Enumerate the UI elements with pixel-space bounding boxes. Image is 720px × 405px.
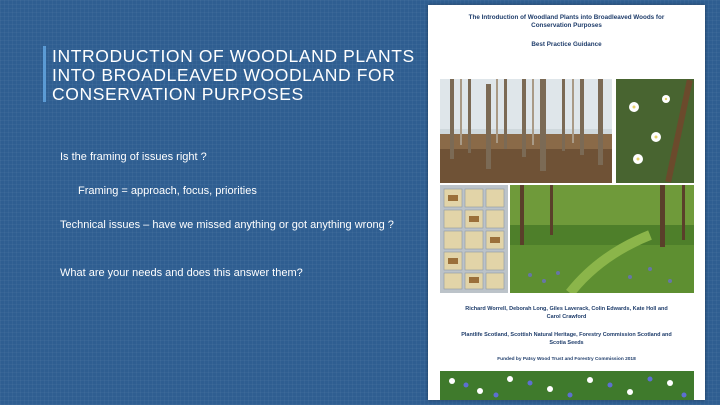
title-accent-bar bbox=[43, 46, 46, 102]
document-authors: Richard Worrell, Deborah Long, Giles Laverack, Colin Edwards, Kate Holl and Carol Crawford bbox=[465, 306, 668, 320]
slide-title: INTRODUCTION OF WOODLAND PLANTS INTO BROADLEAVED WOODLAND FOR CONSERVATION PURPOSES bbox=[52, 46, 415, 104]
bluebell-woodland-photo bbox=[510, 185, 694, 293]
wood-anemone-photo bbox=[616, 79, 694, 183]
bullet-framing-question: Is the framing of issues right ? bbox=[60, 151, 207, 163]
bullet-framing-definition: Framing = approach, focus, priorities bbox=[78, 185, 257, 197]
document-organisations: Plantlife Scotland, Scottish Natural Heritage, Forestry Commission Scotland and Scotia Seeds bbox=[461, 332, 672, 346]
woodland-photo bbox=[440, 79, 612, 183]
seed-tray-photo bbox=[440, 185, 508, 293]
document-cover bbox=[428, 5, 705, 400]
document-title: The Introduction of Woodland Plants into Broadleaved Woods for Conservation Purposes bbox=[468, 14, 665, 29]
bullet-technical-issues: Technical issues – have we missed anything or got anything wrong ? bbox=[60, 219, 394, 231]
flower-strip-photo bbox=[440, 371, 694, 400]
bullet-your-needs: What are your needs and does this answer them? bbox=[60, 267, 303, 279]
document-subtitle: Best Practice Guidance bbox=[531, 41, 602, 48]
document-funding: Funded by Patsy Wood Trust and Forestry Commission 2018 bbox=[497, 357, 636, 362]
